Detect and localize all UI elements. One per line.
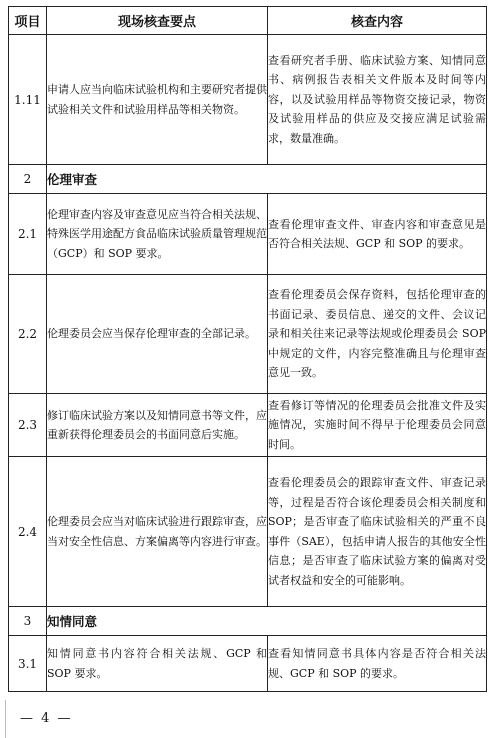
check-point: 伦理委员会应当对临床试验进行跟踪审查，应当对安全性信息、方案偏离等内容进行审查。 bbox=[47, 457, 268, 607]
check-point: 申请人应当向临床试验机构和主要研究者提供试验相关文件和试验用样品等相关物资。 bbox=[47, 35, 268, 165]
inspection-table bbox=[8, 6, 487, 692]
check-content: 查看伦理委员会的跟踪审查文件、审查记录等，过程是否符合该伦理委员会相关制度和 SOP；是否审查了临床试验相关的严重不良事件（SAE），包括申请人报告的其他安全性信息；是否审查了临床试验方案的偏离对受试者权益和安全的可能影响。 bbox=[268, 457, 487, 607]
item-number: 1.11 bbox=[9, 35, 47, 165]
check-point: 知情同意书内容符合相关法规、GCP 和 SOP 要求。 bbox=[47, 636, 268, 692]
check-content: 查看研究者手册、临床试验方案、知情同意书、病例报告表相关文件版本及时间等内容，以及试验用样品等物资交接记录，物资及试验用样品的供应及交接应满足试验需求，数量准确。 bbox=[268, 35, 487, 165]
item-number: 2.4 bbox=[9, 457, 47, 607]
item-number: 2.1 bbox=[9, 194, 47, 275]
section-row-2 bbox=[9, 165, 487, 194]
item-number: 2.2 bbox=[9, 275, 47, 394]
check-content: 查看伦理委员会保存资料，包括伦理审查的书面记录、委员信息、递交的文件、会议记录和相关往来记录等法规或伦理委员会 SOP 中规定的文件，内容完整准确且与伦理审查意见一致。 bbox=[268, 275, 487, 394]
section-title: 伦理审查 bbox=[47, 165, 487, 194]
table-row-2-2 bbox=[9, 275, 487, 394]
header-point: 现场核查要点 bbox=[47, 7, 268, 35]
header-item: 项目 bbox=[9, 7, 47, 35]
check-point: 伦理审查内容及审查意见应当符合相关法规、特殊医学用途配方食品临床试验质量管理规范（GCP）和 SOP 要求。 bbox=[47, 194, 268, 275]
table-row-2-4 bbox=[9, 457, 487, 607]
table-header-row bbox=[9, 7, 487, 35]
check-content: 查看修订等情况的伦理委员会批准文件及实施情况，实施时间不得早于伦理委员会同意时间。 bbox=[268, 394, 487, 457]
item-number: 3.1 bbox=[9, 636, 47, 692]
table-row-2-1 bbox=[9, 194, 487, 275]
page-number: — 4 — bbox=[20, 711, 73, 726]
header-content: 核查内容 bbox=[268, 7, 487, 35]
section-number: 2 bbox=[9, 165, 47, 194]
section-number: 3 bbox=[9, 607, 47, 636]
section-row-3 bbox=[9, 607, 487, 636]
table-row-1-11 bbox=[9, 35, 487, 165]
section-title: 知情同意 bbox=[47, 607, 487, 636]
item-number: 2.3 bbox=[9, 394, 47, 457]
check-point: 伦理委员会应当保存伦理审查的全部记录。 bbox=[47, 275, 268, 394]
check-content: 查看伦理审查文件、审查内容和审查意见是否符合相关法规、GCP 和 SOP 的要求。 bbox=[268, 194, 487, 275]
table-row-3-1 bbox=[9, 636, 487, 692]
check-content: 查看知情同意书具体内容是否符合相关法规、GCP 和 SOP 的要求。 bbox=[268, 636, 487, 692]
check-point: 修订临床试验方案以及知情同意书等文件，应重新获得伦理委员会的书面同意后实施。 bbox=[47, 394, 268, 457]
table-row-2-3 bbox=[9, 394, 487, 457]
margin-line bbox=[5, 700, 6, 738]
